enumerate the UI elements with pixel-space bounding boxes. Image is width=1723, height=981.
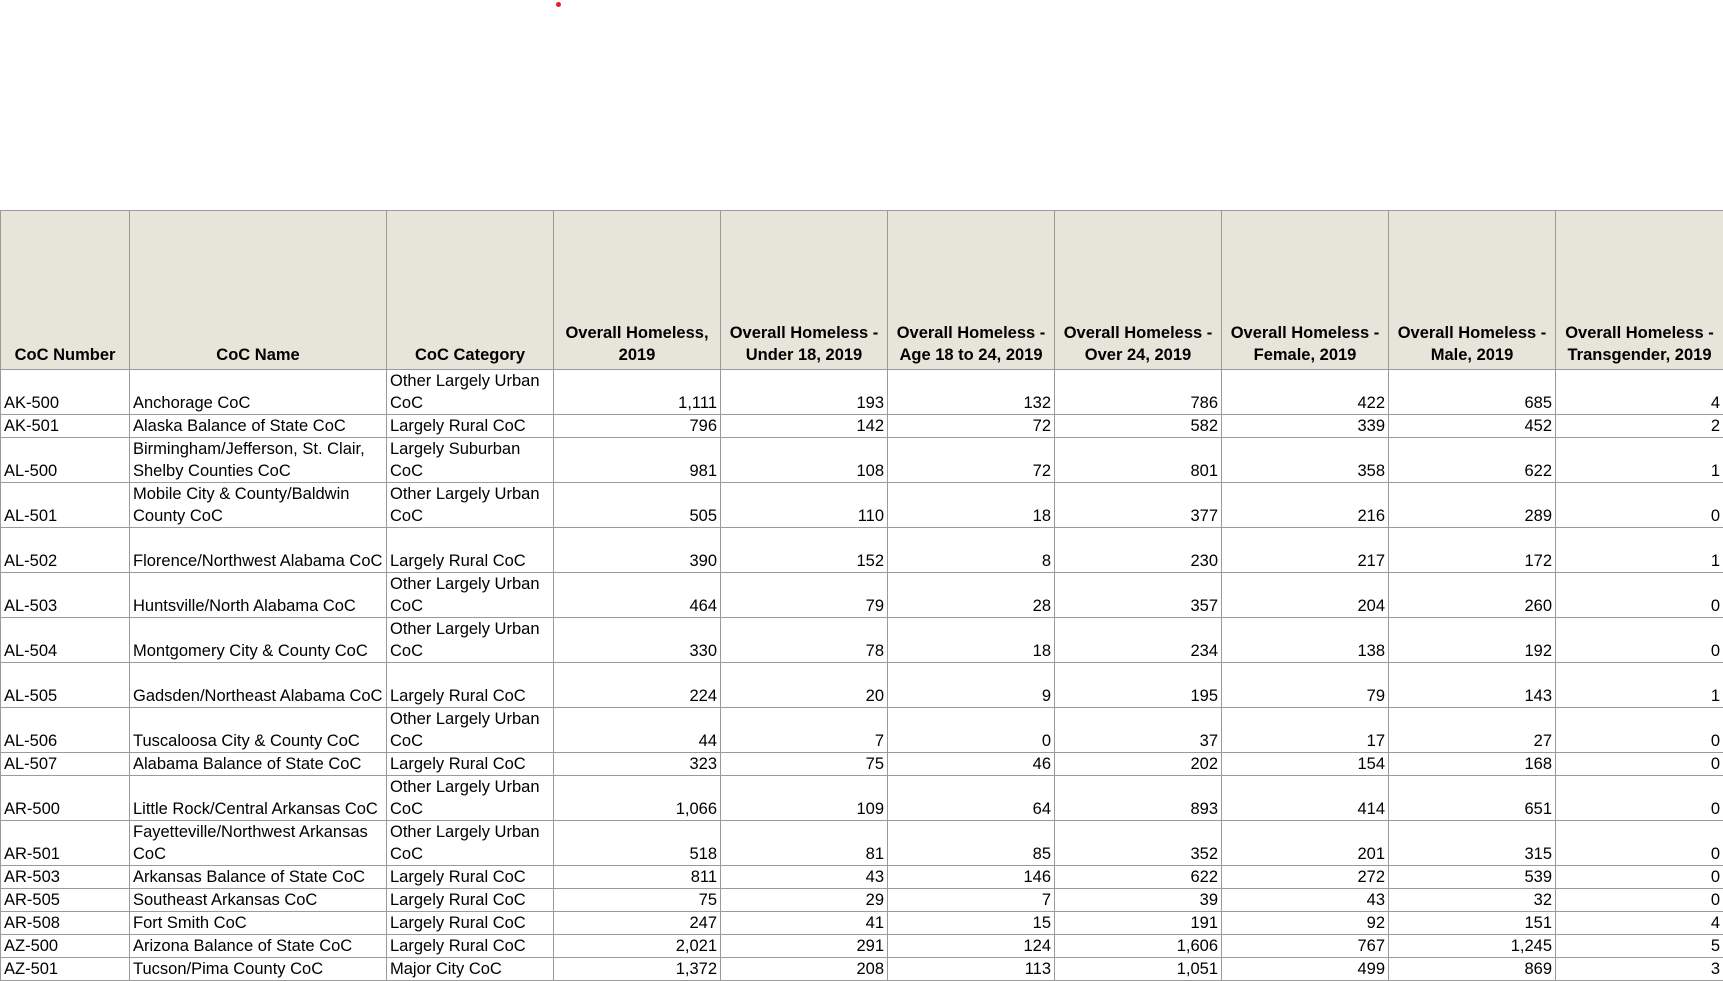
table-row bbox=[1, 935, 1723, 958]
cell-coc-number[interactable]: AK-501 bbox=[1, 415, 130, 438]
cell-overall-homeless[interactable]: 518 bbox=[554, 821, 721, 866]
table-row bbox=[1, 483, 1723, 528]
cell-age-18-24[interactable]: 0 bbox=[888, 708, 1055, 753]
cell-male[interactable]: 192 bbox=[1389, 618, 1556, 663]
cell-overall-homeless[interactable]: 796 bbox=[554, 415, 721, 438]
cell-coc-name[interactable]: Southeast Arkansas CoC bbox=[130, 889, 387, 912]
cell-coc-number[interactable]: AR-508 bbox=[1, 912, 130, 935]
cell-overall-homeless[interactable]: 390 bbox=[554, 528, 721, 573]
cell-coc-category[interactable]: Other Largely Urban CoC bbox=[387, 821, 554, 866]
cell-coc-category[interactable]: Other Largely Urban CoC bbox=[387, 483, 554, 528]
cell-coc-name[interactable]: Florence/Northwest Alabama CoC bbox=[130, 528, 387, 573]
cell-overall-homeless[interactable]: 75 bbox=[554, 889, 721, 912]
cell-over-24[interactable]: 352 bbox=[1055, 821, 1222, 866]
cell-coc-category[interactable]: Largely Rural CoC bbox=[387, 753, 554, 776]
cell-age-18-24[interactable]: 124 bbox=[888, 935, 1055, 958]
cell-coc-category[interactable]: Other Largely Urban CoC bbox=[387, 573, 554, 618]
cell-male[interactable]: 452 bbox=[1389, 415, 1556, 438]
cell-male[interactable]: 869 bbox=[1389, 958, 1556, 981]
cell-age-18-24[interactable]: 72 bbox=[888, 438, 1055, 483]
cell-overall-homeless[interactable]: 464 bbox=[554, 573, 721, 618]
cell-age-18-24[interactable]: 132 bbox=[888, 370, 1055, 415]
table-row bbox=[1, 415, 1723, 438]
cell-under-18[interactable]: 109 bbox=[721, 776, 888, 821]
table-row bbox=[1, 776, 1723, 821]
cell-male[interactable]: 32 bbox=[1389, 889, 1556, 912]
cell-overall-homeless[interactable]: 811 bbox=[554, 866, 721, 889]
cell-transgender[interactable]: 0 bbox=[1556, 866, 1723, 889]
header-coc-number[interactable]: CoC Number bbox=[1, 211, 130, 370]
cell-female[interactable]: 43 bbox=[1222, 889, 1389, 912]
cell-under-18[interactable]: 41 bbox=[721, 912, 888, 935]
cell-over-24[interactable]: 1,606 bbox=[1055, 935, 1222, 958]
cell-age-18-24[interactable]: 7 bbox=[888, 889, 1055, 912]
cell-female[interactable]: 358 bbox=[1222, 438, 1389, 483]
cell-female[interactable]: 204 bbox=[1222, 573, 1389, 618]
table-row bbox=[1, 618, 1723, 663]
cell-under-18[interactable]: 108 bbox=[721, 438, 888, 483]
cell-coc-category[interactable]: Other Largely Urban CoC bbox=[387, 776, 554, 821]
cell-overall-homeless[interactable]: 247 bbox=[554, 912, 721, 935]
cell-age-18-24[interactable]: 72 bbox=[888, 415, 1055, 438]
cell-age-18-24[interactable]: 8 bbox=[888, 528, 1055, 573]
header-male[interactable]: Overall Homeless - Male, 2019 bbox=[1389, 211, 1556, 370]
cell-coc-category[interactable]: Largely Suburban CoC bbox=[387, 438, 554, 483]
cell-under-18[interactable]: 78 bbox=[721, 618, 888, 663]
cell-age-18-24[interactable]: 28 bbox=[888, 573, 1055, 618]
cell-overall-homeless[interactable]: 224 bbox=[554, 663, 721, 708]
cell-transgender[interactable]: 0 bbox=[1556, 708, 1723, 753]
cell-over-24[interactable]: 191 bbox=[1055, 912, 1222, 935]
cell-female[interactable]: 154 bbox=[1222, 753, 1389, 776]
cell-over-24[interactable]: 202 bbox=[1055, 753, 1222, 776]
cell-coc-number[interactable]: AL-503 bbox=[1, 573, 130, 618]
table-row bbox=[1, 889, 1723, 912]
table-row bbox=[1, 528, 1723, 573]
cell-coc-number[interactable]: AR-505 bbox=[1, 889, 130, 912]
cell-female[interactable]: 79 bbox=[1222, 663, 1389, 708]
cell-female[interactable]: 17 bbox=[1222, 708, 1389, 753]
cell-coc-name[interactable]: Montgomery City & County CoC bbox=[130, 618, 387, 663]
cell-overall-homeless[interactable]: 2,021 bbox=[554, 935, 721, 958]
cell-over-24[interactable]: 39 bbox=[1055, 889, 1222, 912]
cell-female[interactable]: 422 bbox=[1222, 370, 1389, 415]
header-coc-category[interactable]: CoC Category bbox=[387, 211, 554, 370]
cell-coc-category[interactable]: Largely Rural CoC bbox=[387, 912, 554, 935]
cell-transgender[interactable]: 0 bbox=[1556, 618, 1723, 663]
cell-coc-category[interactable]: Largely Rural CoC bbox=[387, 415, 554, 438]
cell-coc-name[interactable]: Arizona Balance of State CoC bbox=[130, 935, 387, 958]
cell-coc-name[interactable]: Huntsville/North Alabama CoC bbox=[130, 573, 387, 618]
table-row bbox=[1, 370, 1723, 415]
table-row bbox=[1, 663, 1723, 708]
cell-coc-number[interactable]: AL-507 bbox=[1, 753, 130, 776]
cell-coc-number[interactable]: AZ-500 bbox=[1, 935, 130, 958]
cell-male[interactable]: 651 bbox=[1389, 776, 1556, 821]
cell-female[interactable]: 272 bbox=[1222, 866, 1389, 889]
cell-female[interactable]: 767 bbox=[1222, 935, 1389, 958]
cell-coc-category[interactable]: Major City CoC bbox=[387, 958, 554, 981]
cell-female[interactable]: 201 bbox=[1222, 821, 1389, 866]
cell-female[interactable]: 414 bbox=[1222, 776, 1389, 821]
cell-male[interactable]: 1,245 bbox=[1389, 935, 1556, 958]
cell-transgender[interactable]: 1 bbox=[1556, 438, 1723, 483]
table-row bbox=[1, 753, 1723, 776]
cell-male[interactable]: 151 bbox=[1389, 912, 1556, 935]
cell-over-24[interactable]: 230 bbox=[1055, 528, 1222, 573]
cell-overall-homeless[interactable]: 1,066 bbox=[554, 776, 721, 821]
cell-coc-category[interactable]: Other Largely Urban CoC bbox=[387, 370, 554, 415]
cell-male[interactable]: 622 bbox=[1389, 438, 1556, 483]
cell-transgender[interactable]: 1 bbox=[1556, 528, 1723, 573]
table-row bbox=[1, 708, 1723, 753]
cell-age-18-24[interactable]: 46 bbox=[888, 753, 1055, 776]
cell-transgender[interactable]: 0 bbox=[1556, 483, 1723, 528]
cell-coc-name[interactable]: Arkansas Balance of State CoC bbox=[130, 866, 387, 889]
cell-under-18[interactable]: 291 bbox=[721, 935, 888, 958]
cell-coc-number[interactable]: AR-501 bbox=[1, 821, 130, 866]
cell-coc-category[interactable]: Largely Rural CoC bbox=[387, 663, 554, 708]
cell-transgender[interactable]: 5 bbox=[1556, 935, 1723, 958]
cell-coc-category[interactable]: Largely Rural CoC bbox=[387, 528, 554, 573]
homeless-data-table bbox=[0, 210, 1723, 981]
cell-male[interactable]: 27 bbox=[1389, 708, 1556, 753]
table-row bbox=[1, 438, 1723, 483]
cell-age-18-24[interactable]: 15 bbox=[888, 912, 1055, 935]
cell-under-18[interactable]: 29 bbox=[721, 889, 888, 912]
cell-age-18-24[interactable]: 85 bbox=[888, 821, 1055, 866]
cell-over-24[interactable]: 893 bbox=[1055, 776, 1222, 821]
cell-male[interactable]: 168 bbox=[1389, 753, 1556, 776]
cell-female[interactable]: 499 bbox=[1222, 958, 1389, 981]
cell-overall-homeless[interactable]: 1,372 bbox=[554, 958, 721, 981]
cell-over-24[interactable]: 377 bbox=[1055, 483, 1222, 528]
cell-age-18-24[interactable]: 64 bbox=[888, 776, 1055, 821]
cell-over-24[interactable]: 357 bbox=[1055, 573, 1222, 618]
cell-coc-number[interactable]: AL-500 bbox=[1, 438, 130, 483]
cell-coc-name[interactable]: Birmingham/Jefferson, St. Clair, Shelby Counties CoC bbox=[130, 438, 387, 483]
cell-under-18[interactable]: 152 bbox=[721, 528, 888, 573]
cell-over-24[interactable]: 622 bbox=[1055, 866, 1222, 889]
cell-coc-number[interactable]: AR-503 bbox=[1, 866, 130, 889]
cell-coc-name[interactable]: Tucson/Pima County CoC bbox=[130, 958, 387, 981]
table-row bbox=[1, 912, 1723, 935]
cell-age-18-24[interactable]: 9 bbox=[888, 663, 1055, 708]
red-marker-dot bbox=[556, 2, 561, 7]
cell-male[interactable]: 143 bbox=[1389, 663, 1556, 708]
cell-under-18[interactable]: 193 bbox=[721, 370, 888, 415]
cell-under-18[interactable]: 110 bbox=[721, 483, 888, 528]
cell-transgender[interactable]: 2 bbox=[1556, 415, 1723, 438]
cell-overall-homeless[interactable]: 323 bbox=[554, 753, 721, 776]
cell-age-18-24[interactable]: 18 bbox=[888, 618, 1055, 663]
cell-over-24[interactable]: 1,051 bbox=[1055, 958, 1222, 981]
cell-under-18[interactable]: 79 bbox=[721, 573, 888, 618]
cell-under-18[interactable]: 43 bbox=[721, 866, 888, 889]
cell-female[interactable]: 216 bbox=[1222, 483, 1389, 528]
cell-coc-name[interactable]: Tuscaloosa City & County CoC bbox=[130, 708, 387, 753]
cell-female[interactable]: 92 bbox=[1222, 912, 1389, 935]
cell-coc-number[interactable]: AL-502 bbox=[1, 528, 130, 573]
cell-overall-homeless[interactable]: 330 bbox=[554, 618, 721, 663]
cell-transgender[interactable]: 0 bbox=[1556, 753, 1723, 776]
cell-over-24[interactable]: 234 bbox=[1055, 618, 1222, 663]
header-transgender[interactable]: Overall Homeless - Transgender, 2019 bbox=[1556, 211, 1723, 370]
header-female[interactable]: Overall Homeless - Female, 2019 bbox=[1222, 211, 1389, 370]
cell-coc-number[interactable]: AL-504 bbox=[1, 618, 130, 663]
cell-transgender[interactable]: 1 bbox=[1556, 663, 1723, 708]
table-row bbox=[1, 866, 1723, 889]
header-age-18-24[interactable]: Overall Homeless - Age 18 to 24, 2019 bbox=[888, 211, 1055, 370]
cell-age-18-24[interactable]: 18 bbox=[888, 483, 1055, 528]
cell-male[interactable]: 172 bbox=[1389, 528, 1556, 573]
cell-under-18[interactable]: 142 bbox=[721, 415, 888, 438]
cell-female[interactable]: 217 bbox=[1222, 528, 1389, 573]
header-coc-name[interactable]: CoC Name bbox=[130, 211, 387, 370]
cell-overall-homeless[interactable]: 44 bbox=[554, 708, 721, 753]
cell-under-18[interactable]: 208 bbox=[721, 958, 888, 981]
header-overall-homeless[interactable]: Overall Homeless, 2019 bbox=[554, 211, 721, 370]
cell-over-24[interactable]: 37 bbox=[1055, 708, 1222, 753]
cell-coc-category[interactable]: Other Largely Urban CoC bbox=[387, 618, 554, 663]
cell-coc-name[interactable]: Anchorage CoC bbox=[130, 370, 387, 415]
cell-coc-number[interactable]: AR-500 bbox=[1, 776, 130, 821]
cell-coc-name[interactable]: Fort Smith CoC bbox=[130, 912, 387, 935]
cell-coc-name[interactable]: Alaska Balance of State CoC bbox=[130, 415, 387, 438]
cell-coc-name[interactable]: Gadsden/Northeast Alabama CoC bbox=[130, 663, 387, 708]
cell-transgender[interactable]: 4 bbox=[1556, 912, 1723, 935]
cell-male[interactable]: 260 bbox=[1389, 573, 1556, 618]
cell-coc-number[interactable]: AK-500 bbox=[1, 370, 130, 415]
cell-transgender[interactable]: 3 bbox=[1556, 958, 1723, 981]
cell-coc-number[interactable]: AL-501 bbox=[1, 483, 130, 528]
cell-over-24[interactable]: 195 bbox=[1055, 663, 1222, 708]
cell-female[interactable]: 138 bbox=[1222, 618, 1389, 663]
table-row bbox=[1, 821, 1723, 866]
cell-overall-homeless[interactable]: 981 bbox=[554, 438, 721, 483]
cell-male[interactable]: 315 bbox=[1389, 821, 1556, 866]
cell-under-18[interactable]: 20 bbox=[721, 663, 888, 708]
cell-transgender[interactable]: 0 bbox=[1556, 889, 1723, 912]
cell-coc-category[interactable]: Largely Rural CoC bbox=[387, 866, 554, 889]
cell-under-18[interactable]: 81 bbox=[721, 821, 888, 866]
cell-under-18[interactable]: 75 bbox=[721, 753, 888, 776]
table-row bbox=[1, 958, 1723, 981]
cell-coc-category[interactable]: Largely Rural CoC bbox=[387, 935, 554, 958]
cell-male[interactable]: 289 bbox=[1389, 483, 1556, 528]
cell-overall-homeless[interactable]: 1,111 bbox=[554, 370, 721, 415]
cell-male[interactable]: 539 bbox=[1389, 866, 1556, 889]
cell-over-24[interactable]: 582 bbox=[1055, 415, 1222, 438]
cell-coc-number[interactable]: AZ-501 bbox=[1, 958, 130, 981]
cell-transgender[interactable]: 4 bbox=[1556, 370, 1723, 415]
cell-over-24[interactable]: 786 bbox=[1055, 370, 1222, 415]
cell-coc-number[interactable]: AL-505 bbox=[1, 663, 130, 708]
table-row bbox=[1, 573, 1723, 618]
cell-coc-number[interactable]: AL-506 bbox=[1, 708, 130, 753]
cell-transgender[interactable]: 0 bbox=[1556, 776, 1723, 821]
cell-coc-name[interactable]: Mobile City & County/Baldwin County CoC bbox=[130, 483, 387, 528]
header-under-18[interactable]: Overall Homeless - Under 18, 2019 bbox=[721, 211, 888, 370]
cell-coc-name[interactable]: Alabama Balance of State CoC bbox=[130, 753, 387, 776]
cell-coc-name[interactable]: Fayetteville/Northwest Arkansas CoC bbox=[130, 821, 387, 866]
cell-transgender[interactable]: 0 bbox=[1556, 573, 1723, 618]
cell-overall-homeless[interactable]: 505 bbox=[554, 483, 721, 528]
cell-male[interactable]: 685 bbox=[1389, 370, 1556, 415]
cell-female[interactable]: 339 bbox=[1222, 415, 1389, 438]
header-row bbox=[1, 211, 1723, 370]
cell-coc-category[interactable]: Other Largely Urban CoC bbox=[387, 708, 554, 753]
cell-coc-category[interactable]: Largely Rural CoC bbox=[387, 889, 554, 912]
cell-transgender[interactable]: 0 bbox=[1556, 821, 1723, 866]
cell-age-18-24[interactable]: 146 bbox=[888, 866, 1055, 889]
cell-over-24[interactable]: 801 bbox=[1055, 438, 1222, 483]
cell-age-18-24[interactable]: 113 bbox=[888, 958, 1055, 981]
cell-under-18[interactable]: 7 bbox=[721, 708, 888, 753]
header-over-24[interactable]: Overall Homeless - Over 24, 2019 bbox=[1055, 211, 1222, 370]
cell-coc-name[interactable]: Little Rock/Central Arkansas CoC bbox=[130, 776, 387, 821]
